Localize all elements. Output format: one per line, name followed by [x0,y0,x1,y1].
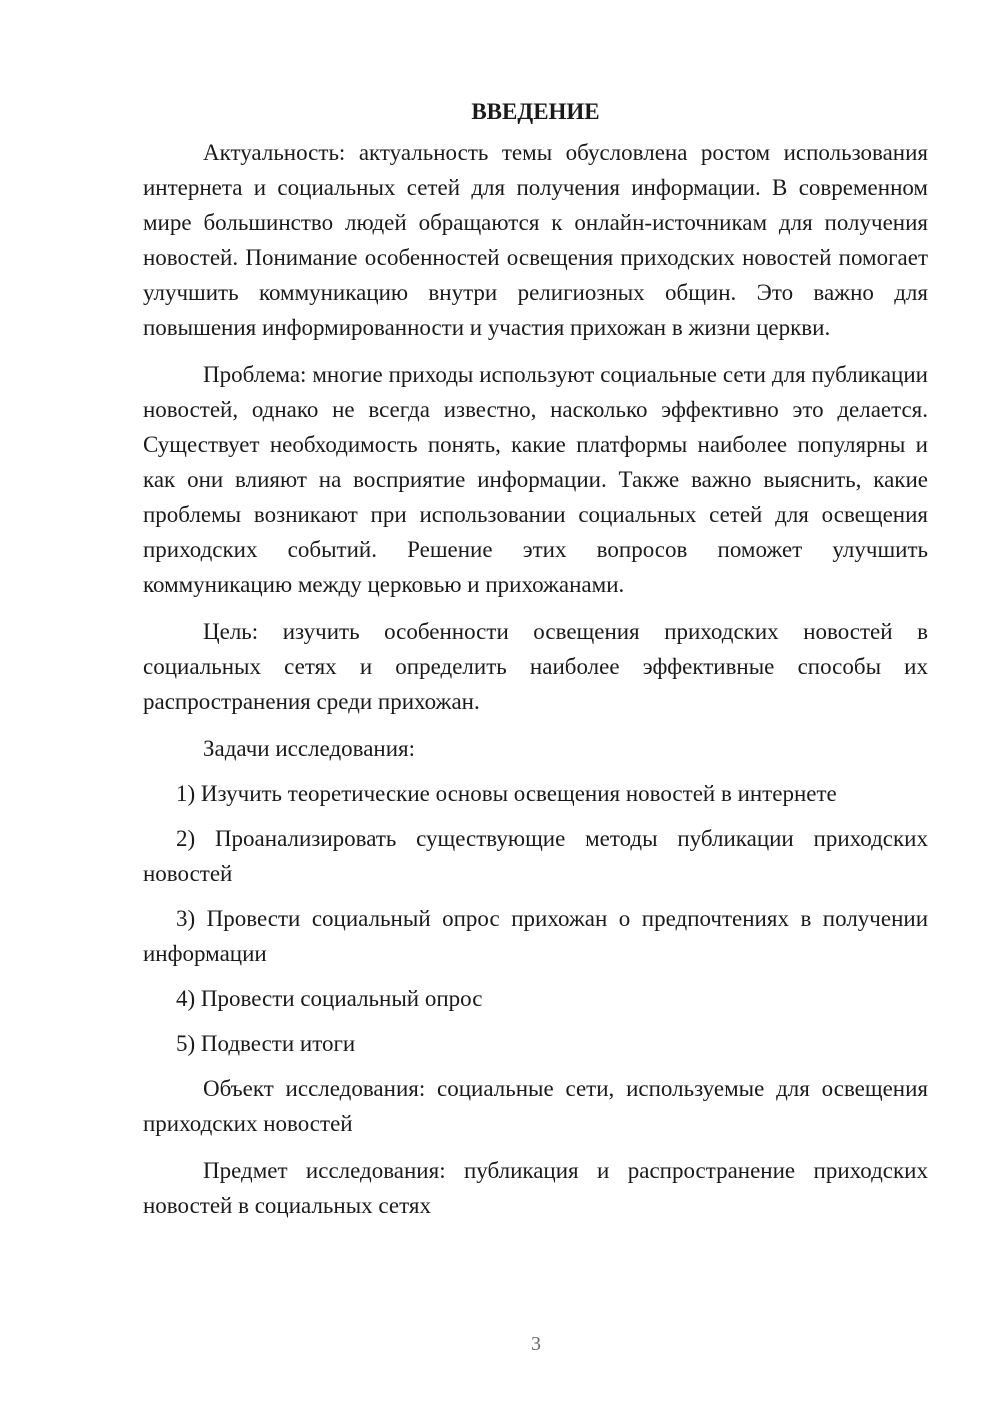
paragraph-subject: Предмет исследования: публикация и распространение приходских новостей в социальных сетях [143,1158,928,1218]
page-body [143,94,928,1235]
task-item-2: 2) Проанализировать существующие методы публикации приходских новостей [143,826,928,886]
page-title: ВВЕДЕНИЕ [471,99,600,124]
task-item-3: 3) Провести социальный опрос прихожан о предпочтениях в получении информации [143,906,928,966]
paragraph-relevance: Актуальность: актуальность темы обусловлена ростом использования интернета и социальных сетей для получения информации. В современном мире большинство людей обращаются к онлайн-источникам для получения новостей. Понимание особенностей освещения приходских новостей помогает улучшить коммуникацию внутри религиозных общин. Это важно для повышения информированности и участия прихожан в жизни церкви. [143,140,928,340]
paragraph-goal: Цель: изучить особенности освещения приходских новостей в социальных сетях и определить наиболее эффективные способы их распространения среди прихожан. [143,619,928,714]
paragraph-object: Объект исследования: социальные сети, используемые для освещения приходских новостей [143,1076,928,1136]
task-item-4: 4) Провести социальный опрос [176,986,483,1011]
paragraph-problem: Проблема: многие приходы используют социальные сети для публикации новостей, однако не всегда известно, насколько эффективно это делается. Существует необходимость понять, какие платформы наиболее популярны и как они влияют на восприятие информации. Также важно выяснить, какие проблемы возникают при использовании социальных сетей для освещения приходских событий. Решение этих вопросов поможет улучшить коммуникацию между церковью и прихожанами. [143,362,928,597]
page-number: 3 [531,1333,541,1355]
task-item-1: 1) Изучить теоретические основы освещения новостей в интернете [176,781,837,806]
task-item-5: 5) Подвести итоги [176,1031,356,1056]
tasks-heading: Задачи исследования: [203,736,416,761]
